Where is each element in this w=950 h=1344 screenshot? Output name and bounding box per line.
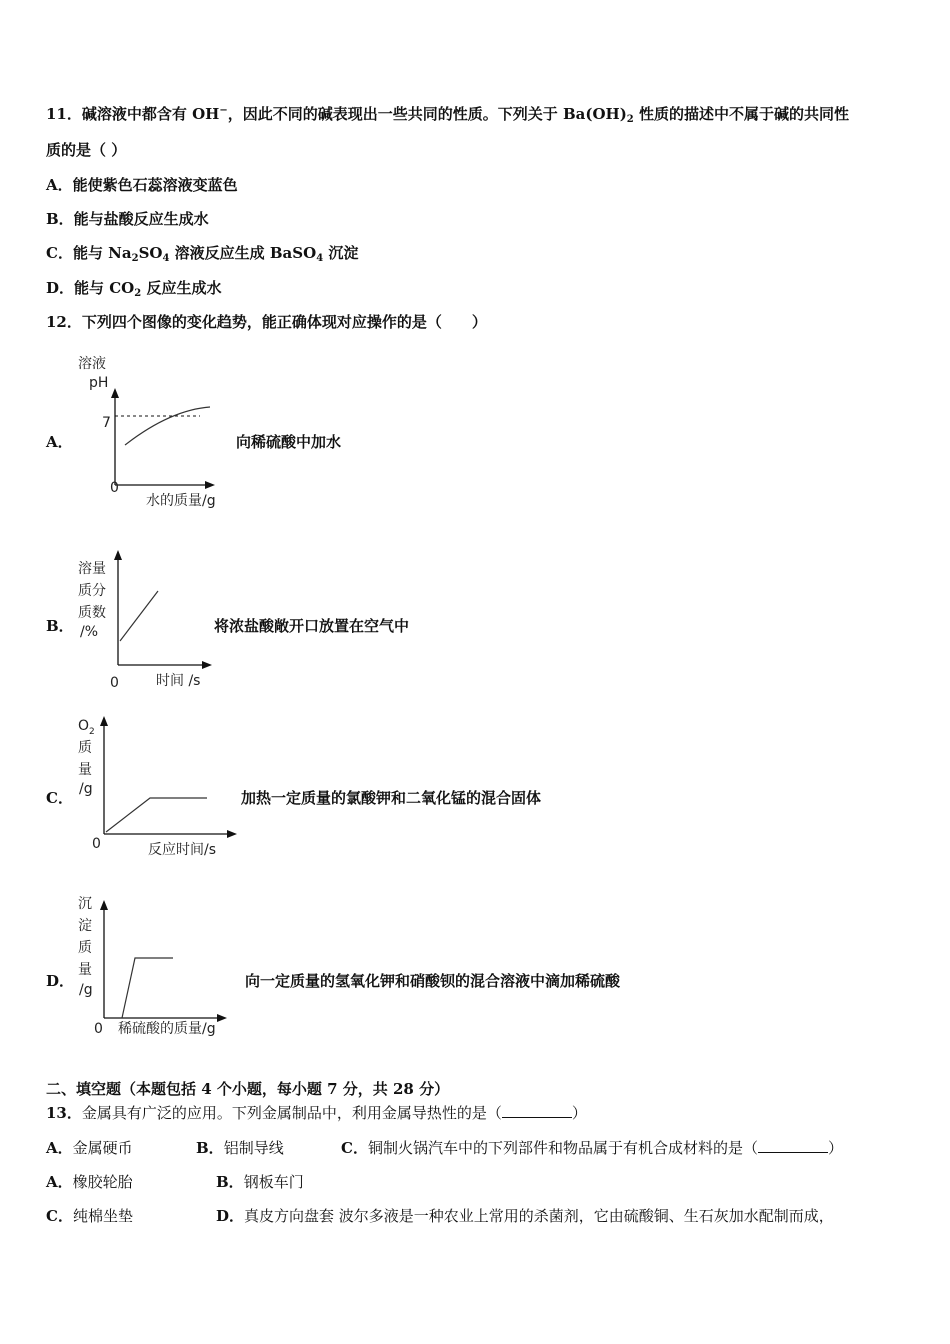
graph-d-x-arrow <box>217 1014 227 1022</box>
graph-b-ylabel-2: 质分 <box>78 583 106 599</box>
graph-a-ylabel-2: pH <box>89 375 109 391</box>
graph-d-xlabel: 稀硫酸的质量/g <box>118 1021 216 1037</box>
q12-stem: 12．下列四个图像的变化趋势，能正确体现对应操作的是（ ） <box>46 313 487 331</box>
graph-a-y-arrow <box>111 388 119 398</box>
q12-option-d-label: D． <box>46 972 75 990</box>
graph-a-xlabel: 水的质量/g <box>146 493 216 509</box>
graph-c-xlabel: 反应时间/s <box>148 842 217 858</box>
graph-d-ylabel-1: 沉 <box>78 896 92 912</box>
graph-c-y-arrow <box>100 716 108 726</box>
q11-stem-line1: 11．碱溶液中都含有 OH−，因此不同的碱表现出一些共同的性质。下列关于 $Ba(OH)_2$ 性质的描述中不属于碱的共同性 <box>46 105 849 125</box>
graph-b-ylabel-4: /% <box>80 624 99 640</box>
graph-d-ylabel-2: 淀 <box>78 918 92 934</box>
q13-r1-option-a: A．金属硬币 <box>46 1139 133 1157</box>
graph-b-xlabel: 时间 /s <box>156 673 201 689</box>
q12-option-b-desc: 将浓盐酸敞开口放置在空气中 <box>214 617 410 635</box>
graph-c-ylabel-4: /g <box>79 781 93 797</box>
q12-option-c-desc: 加热一定质量的氯酸钾和二氧化锰的混合固体 <box>241 789 542 807</box>
q13-r3-option-d: D．真皮方向盘套 波尔多液是一种农业上常用的杀菌剂，它由硫酸铜、生石灰加水配制而成， <box>216 1207 834 1225</box>
section-2-heading: 二、填空题（本题包括 4 个小题，每小题 7 分，共 28 分） <box>46 1080 450 1098</box>
q12-option-b-label: B． <box>46 617 74 635</box>
graph-a <box>70 350 250 515</box>
q11-option-c: C．能与 $Na_2SO_4$ 溶液反应生成 BaSO$_4$ 沉淀 <box>46 244 359 264</box>
graph-d-ylabel-4: 量 <box>78 962 92 978</box>
graph-c-ylabel-1: $O_2$ <box>78 718 95 737</box>
graph-d <box>70 890 260 1040</box>
q12-option-c-label: C． <box>46 789 73 807</box>
graph-a-x-arrow <box>205 481 215 489</box>
q11-option-a: A．能使紫色石蕊溶液变蓝色 <box>46 176 238 194</box>
graph-d-curve <box>122 958 173 1018</box>
q13-answer-blank-2[interactable] <box>758 1140 828 1153</box>
q13-r1-option-b: B．铝制导线 <box>196 1139 284 1157</box>
graph-b-ylabel-1: 溶量 <box>78 561 106 577</box>
q11-option-d: D．能与 $CO_2$ 反应生成水 <box>46 279 222 299</box>
graph-c-ylabel-3: 量 <box>78 762 92 778</box>
graph-a-origin: 0 <box>110 480 119 496</box>
graph-d-ylabel-5: /g <box>79 982 93 998</box>
graph-b-x-arrow <box>202 661 212 669</box>
q13-stem: 13．金属具有广泛的应用。下列金属制品中，利用金属导热性的是（ ） <box>46 1104 587 1122</box>
q12-option-a-label: A． <box>46 433 73 451</box>
graph-d-y-arrow <box>100 900 108 910</box>
graph-b-origin: 0 <box>110 675 119 691</box>
graph-c-ylabel-2: 质 <box>78 740 92 756</box>
q12-option-a-desc: 向稀硫酸中加水 <box>236 433 342 451</box>
graph-c-curve <box>106 798 207 832</box>
graph-b-y-arrow <box>114 550 122 560</box>
q13-answer-blank-1[interactable] <box>502 1105 572 1118</box>
graph-a-curve <box>125 407 210 445</box>
graph-b-curve <box>120 591 158 641</box>
q11-stem-line2: 质的是（ ） <box>46 141 127 159</box>
graph-a-tick-7: 7 <box>102 415 111 431</box>
graph-a-ylabel-1: 溶液 <box>78 356 106 372</box>
graph-b-ylabel-3: 质数 <box>78 605 106 621</box>
q13-r2-option-b: B．钢板车门 <box>216 1173 304 1191</box>
q13-r1-option-c: C．铜制火锅汽车中的下列部件和物品属于有机合成材料的是（ ） <box>341 1139 843 1157</box>
q11-option-b: B．能与盐酸反应生成水 <box>46 210 209 228</box>
graph-c-x-arrow <box>227 830 237 838</box>
q12-option-d-desc: 向一定质量的氢氧化钾和硝酸钡的混合溶液中滴加稀硫酸 <box>245 972 621 990</box>
graph-d-origin: 0 <box>94 1021 103 1037</box>
q13-r3-option-c: C．纯棉坐垫 <box>46 1207 133 1225</box>
q13-r2-option-a: A．橡胶轮胎 <box>46 1173 133 1191</box>
graph-c <box>70 712 270 862</box>
graph-c-origin: 0 <box>92 836 101 852</box>
graph-d-ylabel-3: 质 <box>78 940 92 956</box>
